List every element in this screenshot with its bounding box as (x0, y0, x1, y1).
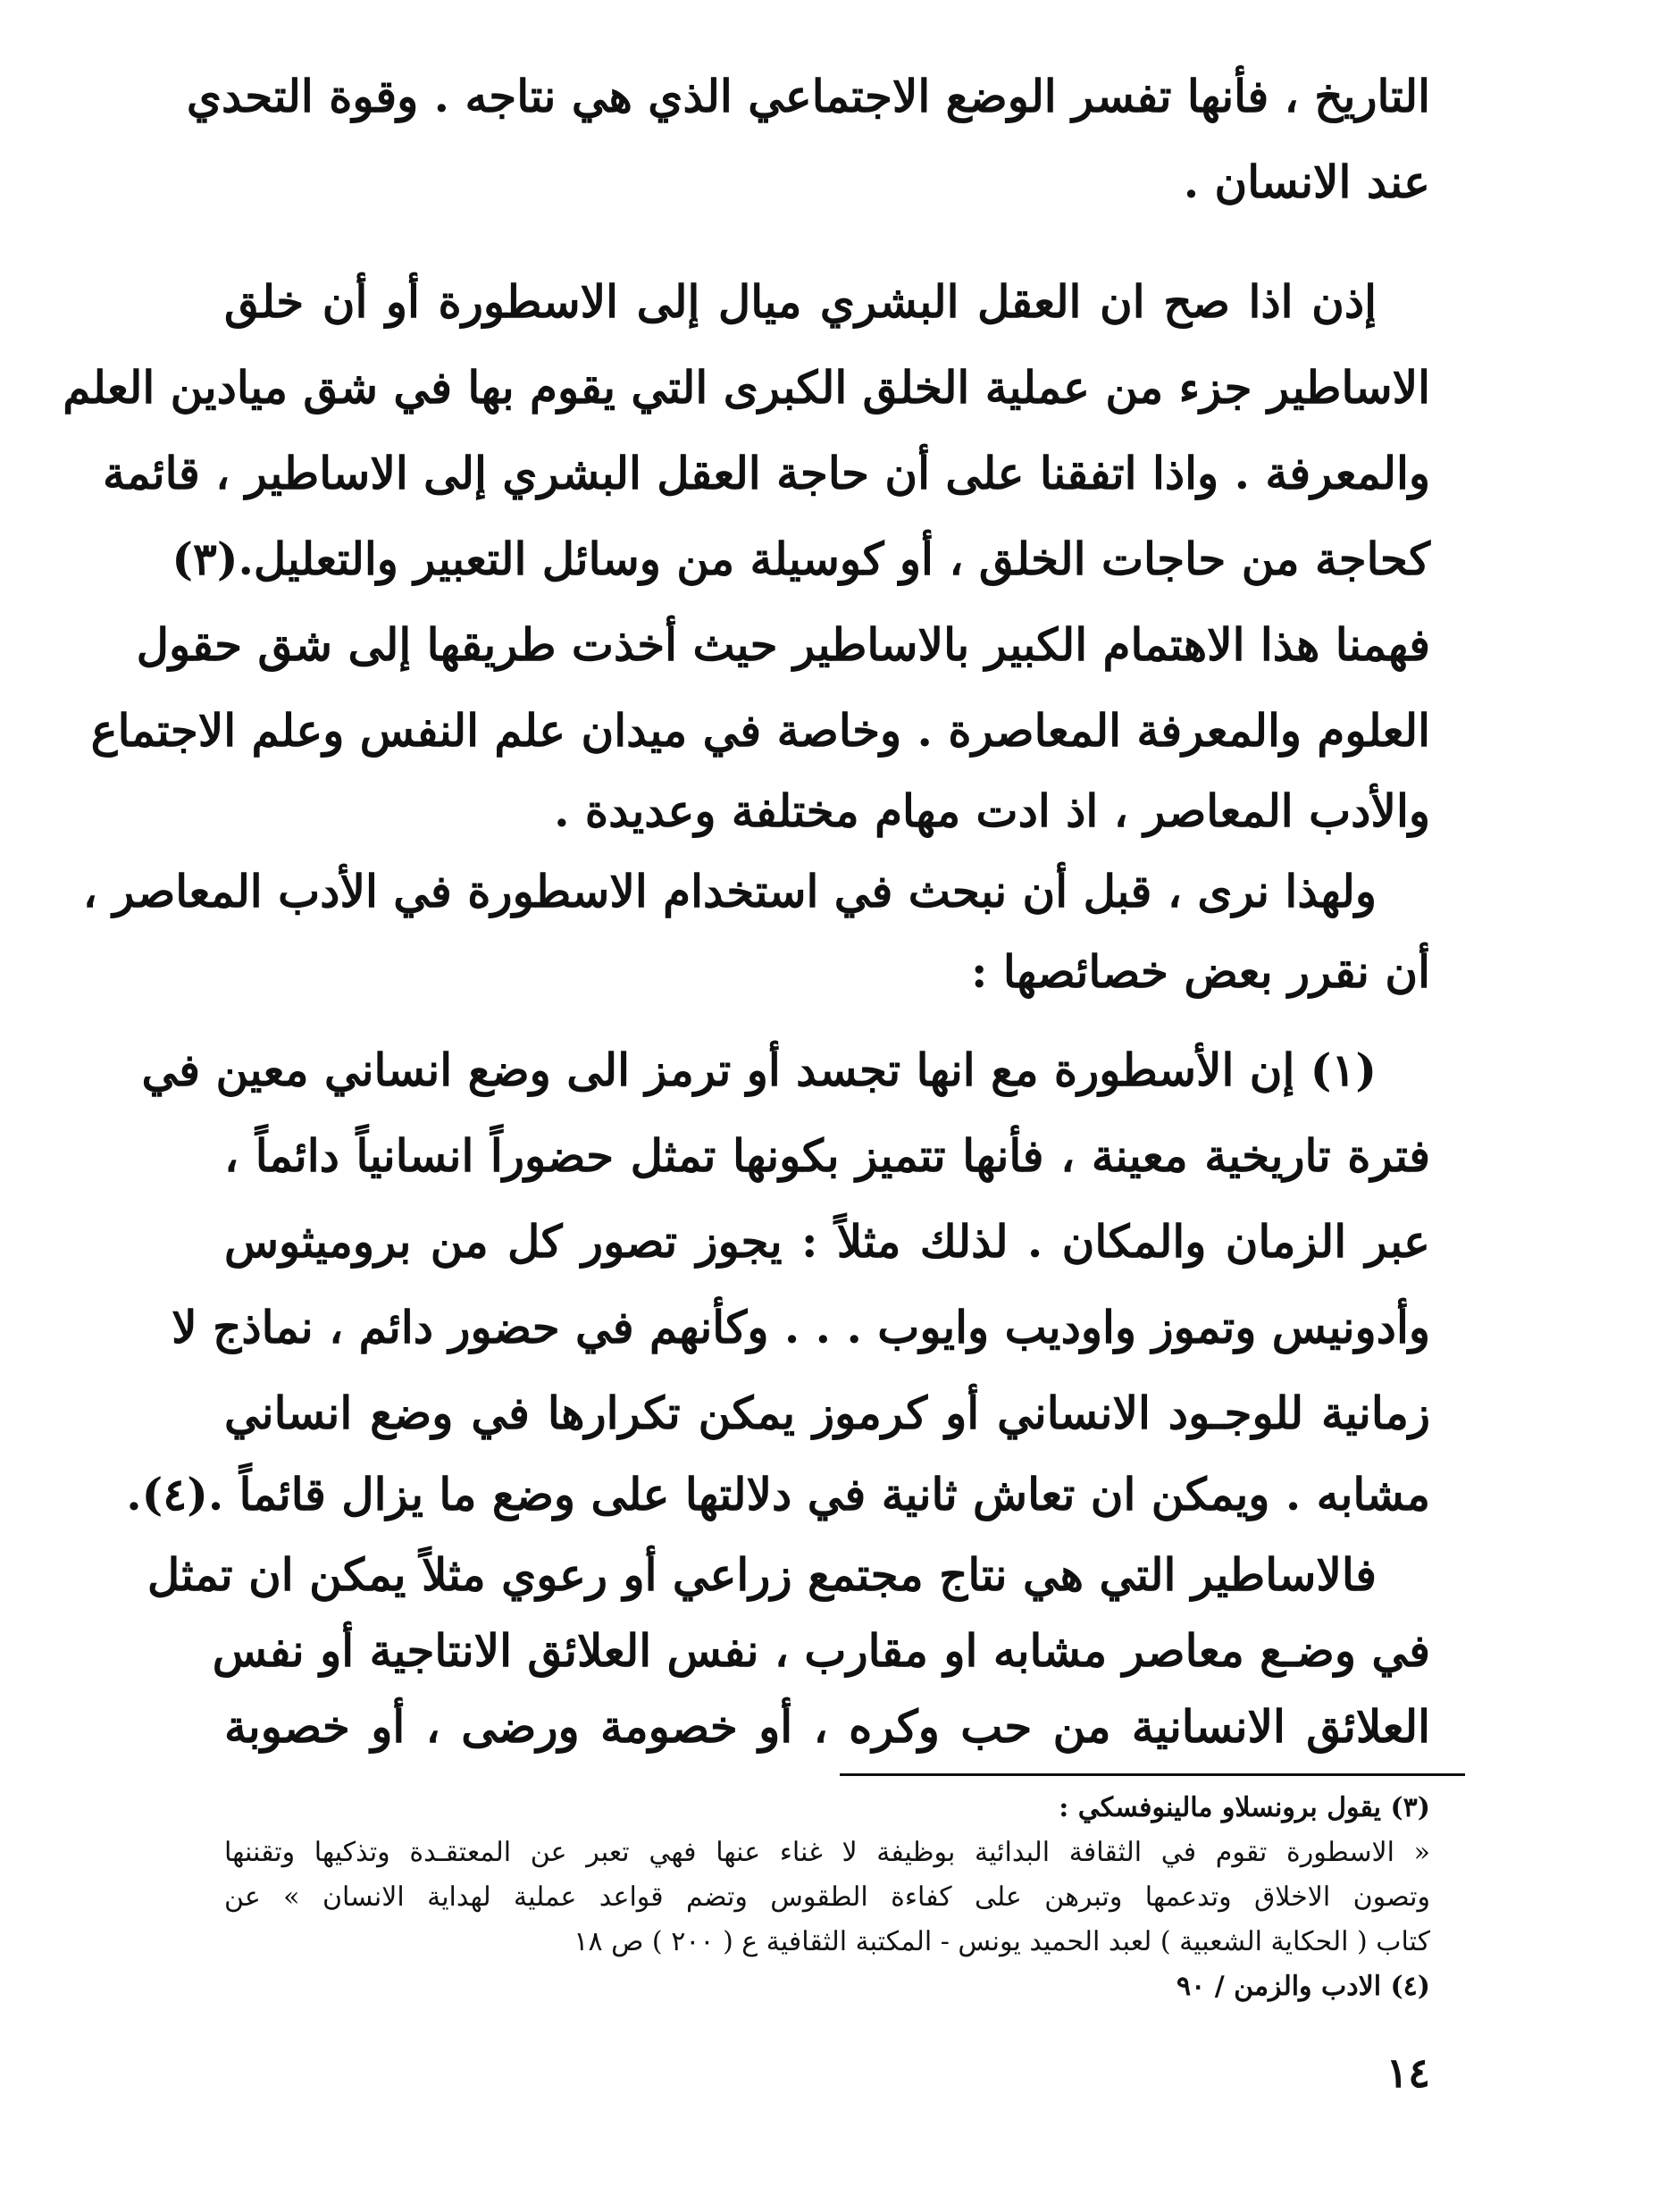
footnote-3-heading: (٣) يقول برونسلاو مالينوفسكي : (1059, 1792, 1430, 1823)
page-number: ١٤ (1386, 2049, 1430, 2097)
body-line-10: ولهذا نرى ، قبل أن نبحث في استخدام الاسطورة في الأدب المعاصر ، (82, 865, 1377, 917)
body-line-15: وأدونيس وتموز واوديب وايوب . . . وكأنهم في حضور دائم ، نماذج لا (172, 1301, 1430, 1353)
body-line-4: الاساطير جزء من عملية الخلق الكبرى التي يقوم بها في شق ميادين العلم (63, 361, 1430, 414)
body-line-20: العلائق الانسانية من حب وكره ، أو خصومة ورضى ، أو خصوبة (224, 1700, 1430, 1753)
body-line-12: (١) إن الأسطورة مع انها تجسد أو ترمز الى وضع انساني معين في (141, 1043, 1377, 1096)
footnote-3-quote-line-1: « الاسطورة تقوم في الثقافة البدائية بوظيفة لا غناء عنها فهي تعبر عن المعتقـدة وتذكيها وتقننها (224, 1837, 1430, 1868)
body-line-18: فالاساطير التي هي نتاج مجتمع زراعي أو رعوي مثلاً يمكن ان تمثل (147, 1548, 1377, 1601)
body-line-16: زمانية للوجـود الانساني أو كرموز يمكن تكرارها في وضع انساني (224, 1387, 1430, 1439)
body-line-14: عبر الزمان والمكان . لذلك مثلاً : يجوز تصور كل من بروميثوس (224, 1215, 1430, 1268)
body-line-19: في وضـع معاصر مشابه او مقارب ، نفس العلائق الانتاجية أو نفس (212, 1624, 1430, 1677)
body-line-1: التاريخ ، فأنها تفسر الوضع الاجتماعي الذي هي نتاجه . وقوة التحدي (186, 70, 1430, 122)
body-line-9: والأدب المعاصر ، اذ ادت مهام مختلفة وعديدة . (554, 784, 1430, 837)
body-line-3: إذن اذا صح ان العقل البشري ميال إلى الاسطورة أو أن خلق (224, 275, 1377, 328)
body-line-11: أن نقرر بعض خصائصها : (971, 945, 1430, 998)
body-line-6: كحاجة من حاجات الخلق ، أو كوسيلة من وسائل التعبير والتعليل.(٣) (172, 532, 1430, 585)
body-line-8: العلوم والمعرفة المعاصرة . وخاصة في ميدان علم النفس وعلم الاجتماع (90, 704, 1430, 757)
body-line-13: فترة تاريخية معينة ، فأنها تتميز بكونها تمثل حضوراً انسانياً دائماً ، (224, 1129, 1430, 1182)
body-line-17: مشابه . ويمكن ان تعاش ثانية في دلالتها على وضع ما يزال قائماً .(٤). (126, 1468, 1430, 1521)
footnote-separator (840, 1773, 1465, 1776)
body-line-7: فهمنا هذا الاهتمام الكبير بالاساطير حيث أخذت طريقها إلى شق حقول (136, 618, 1430, 671)
footnote-3-quote-line-2: وتصون الاخلاق وتدعمها وتبرهن على كفاءة الطقوس وتضم قواعد عملية لهداية الانسان » عن (224, 1881, 1430, 1913)
footnote-3-source: كتاب ( الحكاية الشعبية ) لعبد الحميد يونس - المكتبة الثقافية ع ( ٢٠٠ ) ص ١٨ (574, 1926, 1430, 1957)
body-line-2: عند الانسان . (1183, 155, 1430, 208)
footnote-4: (٤) الادب والزمن / ٩٠ (1177, 1971, 1430, 2002)
body-line-5: والمعرفة . واذا اتفقنا على أن حاجة العقل البشري إلى الاساطير ، قائمة (103, 447, 1430, 499)
